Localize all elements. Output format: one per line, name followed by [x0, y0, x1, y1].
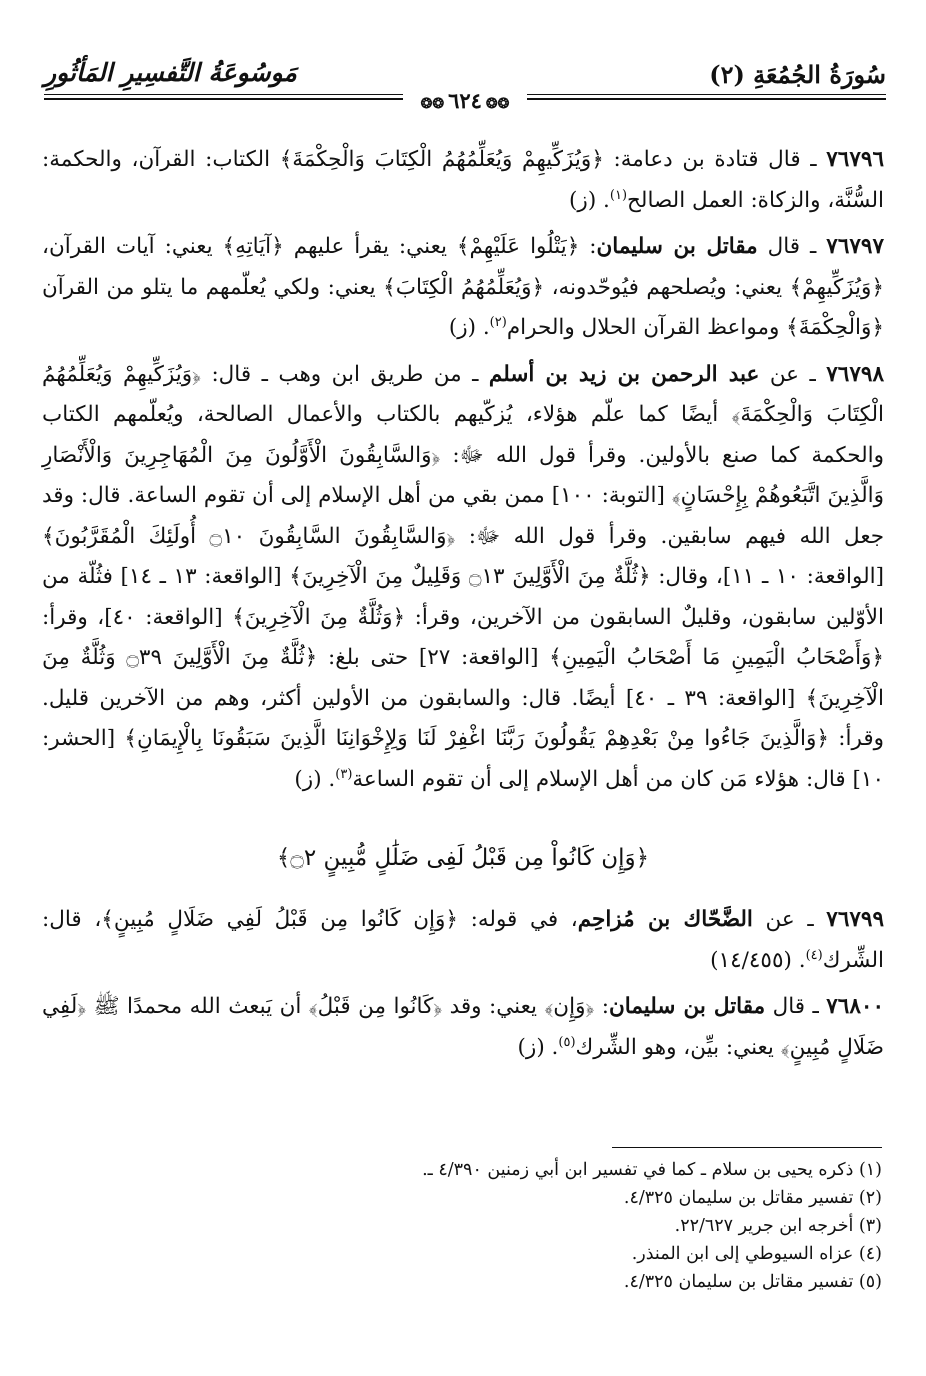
- main-text: [42, 140, 884, 1074]
- narration-number: ٧٦٨٠٠: [826, 994, 884, 1019]
- narration-text: : ﴿وَإِن﴾ يعني: وقد ﴿كَانُوا مِن قَبْلُ﴾ أن يَبعث الله محمدًا ﷺ ﴿لَفِي ضَلَالٍ مُبِينٍ﴾ يعني: بيِّن، وهو الشِّرك: [42, 994, 884, 1060]
- footnote: (١) ذكره يحيى بن سلام ـ كما في تفسير ابن أبي زمنين ٤/٣٩٠ ـ.: [422, 1160, 882, 1180]
- narration-number: ٧٦٧٩٩: [826, 907, 885, 932]
- narration-tail: . (ز): [294, 766, 336, 792]
- narration-number: ٧٦٧٩٦: [826, 147, 884, 172]
- footnote-ref[interactable]: (٤): [805, 947, 823, 963]
- narrator-name: مقاتل بن سليمان: [596, 234, 758, 259]
- narration-lead: ـ عن: [769, 361, 816, 387]
- narration-lead: ـ عن: [765, 907, 814, 932]
- page-number-box: [403, 88, 528, 113]
- narration-text: ، في قوله: ﴿وَإِن كَانُوا مِن قَبْلُ لَفِي ضَلَالٍ مُبِينٍ﴾، قال: الشِّرك: [42, 907, 884, 973]
- footnote-ref[interactable]: (٣): [335, 766, 353, 782]
- narrator-name: الضَّحّاك بن مُزاحِم: [577, 907, 753, 932]
- narration-tail: . (ز): [517, 1034, 559, 1060]
- footnote-ref[interactable]: (٢): [489, 314, 507, 330]
- footnote-separator: [612, 1147, 882, 1148]
- page-number: ٦٢٤: [448, 88, 482, 113]
- narration-paragraph: [42, 140, 884, 221]
- footnote: (٣) أخرجه ابن جرير ٢٢/٦٢٧.: [674, 1216, 882, 1236]
- narration-tail: . (ز): [569, 187, 610, 213]
- narrator-name: عبد الرحمن بن زيد بن أسلم: [488, 361, 760, 387]
- footnote: (٥) تفسير مقاتل بن سليمان ٤/٣٢٥.: [623, 1272, 882, 1292]
- ornament-icon: ❂❂: [420, 96, 445, 112]
- ornament-icon: ❂❂: [485, 96, 510, 112]
- footnote: (٤) عزاه السيوطي إلى ابن المنذر.: [631, 1244, 882, 1264]
- page-header: [44, 56, 886, 122]
- narration-text: ـ من طريق ابن وهب ـ قال: ﴿وَيُزَكِّيهِمْ وَيُعَلِّمُهُمُ الْكِتَابَ وَالْحِكْمَةَ﴾ أيضًا كما علّم هؤلاء، يُزكّيهم بالكتاب والأعمال الصالحة، ويُعلّمهم الكتاب والحكمة كما صنع بالأولين. وقرأ قول الله ﷻ: ﴿وَالسَّابِقُونَ الْأَوَّلُونَ مِنَ الْمُهَاجِرِينَ وَالْأَنْصَارِ وَالَّذِينَ اتَّبَعُوهُمْ بِإِحْسَانٍ﴾ [التوبة: ١٠٠] ممن بقي من أهل الإسلام إلى أن تقوم الساعة. قال: وقد جعل الله فيهم سابقين. وقرأ قول الله ﷻ: ﴿وَالسَّابِقُونَ السَّابِقُونَ ۝١٠ أُولَئِكَ الْمُقَرَّبُونَ﴾ [الواقعة: ١٠ ـ ١١]، وقال: ﴿ثُلَّةٌ مِنَ الْأَوَّلِينَ ۝١٣ وَقَلِيلٌ مِنَ الْآخِرِينَ﴾ [الواقعة: ١٣ ـ ١٤] فثُلّة من الأوّلين سابقون، وقليلٌ السابقون من الآخرين، وقرأ: ﴿وَثُلَّةٌ مِنَ الْآخِرِينَ﴾ [الواقعة: ٤٠]، وقرأ: ﴿وَأَصْحَابُ الْيَمِينِ مَا أَصْحَابُ الْيَمِينِ﴾ [الواقعة: ٢٧] حتى بلغ: ﴿ثُلَّةٌ مِنَ الْأَوَّلِينَ ۝٣٩ وَثُلَّةٌ مِنَ الْآخِرِينَ﴾ [الواقعة: ٣٩ ـ ٤٠] أيضًا. قال: والسابقون من الأولين أكثر، وهم من الآخرين قليل. وقرأ: ﴿وَالَّذِينَ جَاءُوا مِنْ بَعْدِهِمْ يَقُولُونَ رَبَّنَا اغْفِرْ لَنَا وَلِإِخْوَانِنَا الَّذِينَ سَبَقُونَا بِالْإِيمَانِ﴾ [الحشر: ١٠] قال: هؤلاء مَن كان من أهل الإسلام إلى أن تقوم الساعة: [42, 361, 885, 792]
- footnotes: [44, 1156, 882, 1296]
- narration-paragraph: [42, 355, 884, 801]
- narration-number: ٧٦٧٩٨: [826, 361, 884, 387]
- narration-lead: ـ قال: [772, 994, 819, 1019]
- footnote-ref[interactable]: (١): [609, 187, 628, 203]
- narrator-name: مقاتل بن سليمان: [608, 994, 766, 1019]
- narration-paragraph: [42, 987, 884, 1068]
- surah-title: سُورَةُ الجُمُعَةِ (٢): [709, 60, 886, 89]
- narration-paragraph: [42, 900, 884, 981]
- narration-text: ـ قال قتادة بن دعامة: ﴿وَيُزَكِّيهِمْ وَيُعَلِّمُهُمُ الْكِتَابَ وَالْحِكْمَةَ﴾ الكتاب: القرآن، والحكمة: السُّنَّة، والزكاة: العمل الصالح: [42, 147, 884, 213]
- narration-paragraph: [42, 227, 884, 349]
- footnote-ref[interactable]: (٥): [558, 1034, 576, 1050]
- narration-number: ٧٦٧٩٧: [826, 234, 885, 259]
- book-title: مَوسُوعَةُ التَّفسِيرِ المَأثُورِ: [44, 58, 297, 87]
- verse-heading: ﴿وَإِن كَانُواْ مِن قَبْلُ لَفِى ضَلَٰلٍ مُّبِينٍ ۝٢﴾: [276, 845, 650, 871]
- footnote: (٢) تفسير مقاتل بن سليمان ٤/٣٢٥.: [623, 1188, 882, 1208]
- narration-lead: ـ قال: [767, 234, 817, 259]
- narration-tail: . (ز): [448, 315, 490, 340]
- narration-tail: . (١٤/٤٥٥): [710, 947, 806, 973]
- narration-text: : ﴿يَتْلُوا عَلَيْهِمْ﴾ يعني: يقرأ عليهم ﴿آيَاتِهِ﴾ يعني: آيات القرآن، ﴿وَيُزَكِّيهِمْ﴾ يعني: ويُصلحهم فيُوحّدونه، ﴿وَيُعَلِّمُهُمُ الْكِتَابَ﴾ يعني: ولكي يُعلّمهم ما يتلو من القرآن ﴿وَالْحِكْمَةَ﴾ ومواعظ القرآن الحلال والحرام: [42, 234, 884, 340]
